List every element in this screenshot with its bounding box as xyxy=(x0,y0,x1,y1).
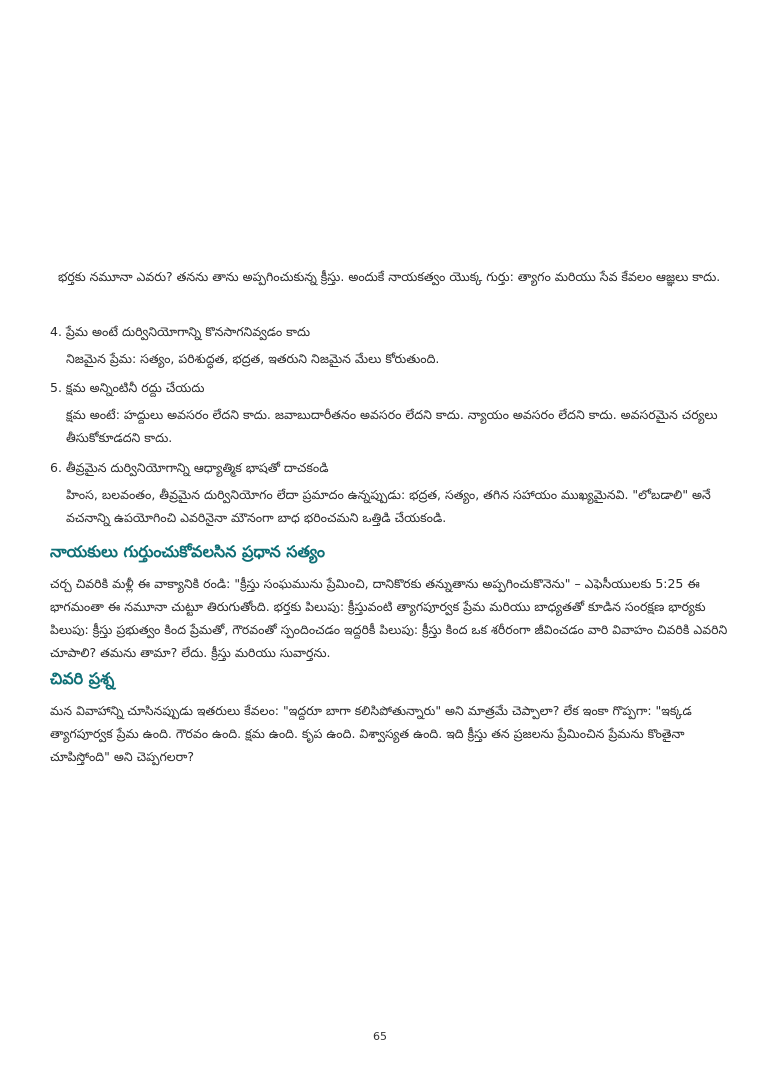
list-item-4-title: 4. ప్రేమ అంటే దుర్వినియోగాన్ని కొనసాగనివ్వడం కాదు xyxy=(50,324,311,339)
list-item-4-body: నిజమైన ప్రేమ: సత్యం, పరిశుద్ధత, భద్రత, ఇతరుని నిజమైన మేలు కోరుతుంది. xyxy=(66,351,440,366)
page-number: 65 xyxy=(373,1030,387,1043)
section-body-final-question: మన వివాహాన్ని చూసినప్పుడు ఇతరులు కేవలం: "ఇద్దరూ బాగా కలిసిపోతున్నారు" అని మాత్రమే చెప్పాలా? లేక ఇంకా గొప్పగా: "ఇక్కడ త్యాగపూర్వక ప్రేమ ఉంది. గౌరవం ఉంది. క్షమ ఉంది. కృప ఉంది. విశ్వాస్యత ఉంది. ఇది క్రీస్తు తన ప్రజలను ప్రేమించిన ప్రేమను కొంతైనా చూపిస్తోంది" అని చెప్పగలరా? xyxy=(50,703,692,764)
section-heading-final-question: చివరి ప్రశ్న xyxy=(50,669,115,688)
list-item-5-body: క్షమ అంటే: హద్దులు అవసరం లేదని కాదు. జవాబుదారీతనం అవసరం లేదని కాదు. న్యాయం అవసరం లేదని కాదు. అవసరమైన చర్యలు తీసుకోకూడదని కాదు. xyxy=(66,407,718,445)
section-body-core-truth: చర్చ చివరికి మళ్లీ ఈ వాక్యానికి రండి: "క్రీస్తు సంఘమును ప్రేమించి, దానికొరకు తన్నుతాను అప్పగించుకొనెను" – ఎఫెసీయులకు 5:25 ఈ భాగమంతా ఈ నమూనా చుట్టూ తిరుగుతోంది. భర్తకు పిలుపు: క్రీస్తువంటి త్యాగపూర్వక ప్రేమ మరియు బాధ్యతతో కూడిన సంరక్షణ భార్యకు పిలుపు: క్రీస్తు ప్రభుత్వం కింద ప్రేమతో, గౌరవంతో స్పందించడం ఇద్దరికీ పిలుపు: క్రీస్తు కింద ఒక శరీరంగా జీవించడం వారి వివాహం చివరికి ఎవరిని చూపాలి? తమను తామా? లేదు. క్రీస్తు మరియు సువార్తను. xyxy=(50,576,728,660)
list-item-6-body: హింస, బలవంతం, తీవ్రమైన దుర్వినియోగం లేదా ప్రమాదం ఉన్నప్పుడు: భద్రత, సత్యం, తగిన సహాయం ముఖ్యమైనవి. "లోబడాలి" అనే వచనాన్ని ఉపయోగించి ఎవరినైనా మౌనంగా బాధ భరించమని ఒత్తిడి చేయకండి. xyxy=(66,487,711,525)
intro-paragraph: భర్తకు నమూనా ఎవరు? తనను తాను అప్పగించుకున్న క్రీస్తు. అందుకే నాయకత్వం యొక్క గుర్తు: త్యాగం మరియు సేవ కేవలం ఆజ్ఞలు కాదు. xyxy=(58,269,721,284)
section-heading-core-truth: నాయకులు గుర్తుంచుకోవలసిన ప్రధాన సత్యం xyxy=(50,542,325,561)
list-item-5-title: 5. క్షమ అన్నింటినీ రద్దు చేయదు xyxy=(50,380,205,395)
list-item-6-title: 6. తీవ్రమైన దుర్వినియోగాన్ని ఆధ్యాత్మిక భాషతో దాచకండి xyxy=(50,460,329,475)
